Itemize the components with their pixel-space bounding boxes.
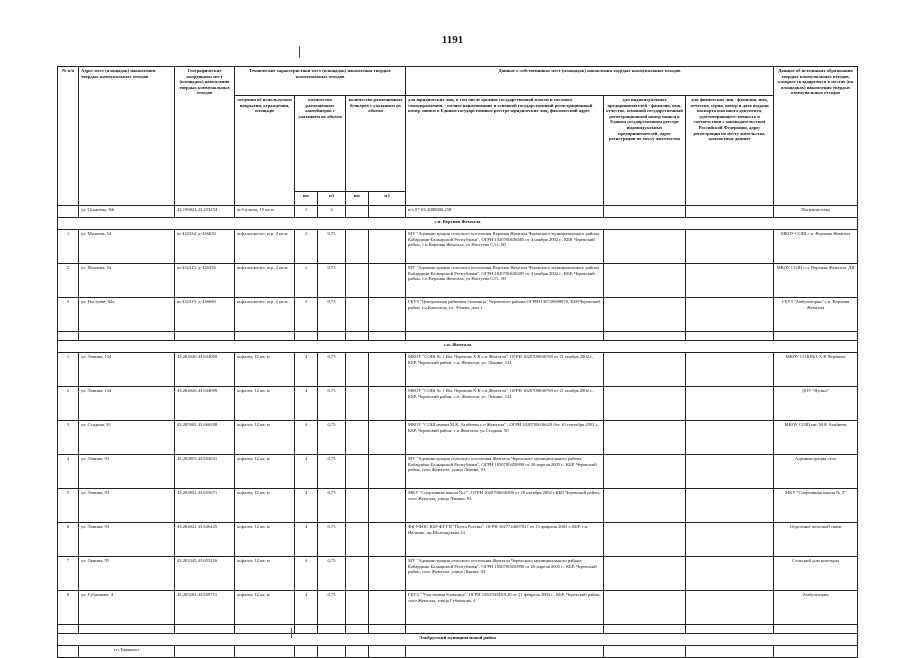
cell-owner-ip [604, 523, 686, 557]
empty-cell [318, 646, 346, 658]
empty-cell [175, 625, 235, 634]
cell-owner-person [686, 421, 774, 455]
cell-owner-legal: МКОУ "СОШ № 1 Им. Черекова Х.К.с.п.Жемтала", ОГРН 1020700636769 от 21 ноября 2002 г., КБР, Черекский район, с.п. Жемтала, ул. Ленина, 134 [406, 353, 604, 387]
cell-containers: 4 [295, 353, 318, 387]
cell-coords: 43.284022 43.626425 [175, 523, 235, 557]
cell-source: Погранзастава [774, 206, 858, 218]
cell-source: МКОУ СОШ им. М.К Атабиева [774, 421, 858, 455]
cell-number: 3 [58, 421, 79, 455]
cell-volume: 0,75 [318, 523, 346, 557]
empty-cell [58, 332, 79, 341]
cell-volume: 0,75 [318, 557, 346, 591]
registry-table [57, 66, 858, 658]
header-owner: Данные о собственниках мест (площадок) накопления твердых коммунальных отходов [406, 67, 774, 96]
empty-cell [369, 646, 406, 658]
header-owner-legal: для юридических лиц, в том числе органов государственной власти и местного самоуправления, - полное наименование и основной государственный регистрационный номер записи в Едином государственном реестре юридических лиц, фактический адрес [406, 96, 604, 206]
empty-cell [235, 625, 295, 634]
cell-owner-person [686, 455, 774, 489]
unit-sht-containers: шт [295, 192, 318, 206]
header-address: Адрес мест (площадок) накопления твердых коммунальных отходов [79, 67, 175, 206]
table-row [58, 353, 858, 387]
cell-owner-legal: ГБУЗ " Участковая больница". ОГРН 1030700450120 от 21 февраля 2003 г., КБР, Черекский район, село Жемтала, улица Губжокова, 4 [406, 591, 604, 625]
cell-source: Отделение почтовой связи [774, 523, 858, 557]
empty-cell [686, 332, 774, 341]
cell-owner-person [686, 298, 774, 332]
cell-surface: асфальт, 12 кв. м [235, 455, 295, 489]
empty-cell [774, 332, 858, 341]
cell-containers: 4 [295, 489, 318, 523]
cell-address: ул. Молаева, 54 [79, 230, 175, 264]
empty-cell [604, 646, 686, 658]
first-data-row [58, 206, 858, 218]
cell-owner-legal: МКОУ "СОШ № 1 Им. Черекова Х.К.с.п.Жемтала", ОГРН 1020700636769 от 21 ноября 2002 г., КБР, Черекский район, с.п. Жемтала, ул. Ленина, 134 [406, 387, 604, 421]
section-title: с.п. Жемтала [58, 341, 858, 353]
cell-bunkers-volume [369, 387, 406, 421]
cell-surface: асфальт,желез. огр. 2 кв.м [235, 264, 295, 298]
empty-cell [175, 646, 235, 658]
cell-volume: 3 [318, 206, 346, 218]
cell-coords: ш-432319, д-436680 [175, 298, 235, 332]
empty-row [58, 625, 858, 634]
cell-address: ул. Ленина, 93 [79, 523, 175, 557]
empty-cell [318, 332, 346, 341]
cell-owner-legal: ГБУЗ "Центральная районная больница" Черекского района,ОГРН1130720000870, КБР,Черекский район, г.п.Кашхатау, ул. Абаева, дом 1 [406, 298, 604, 332]
cell-source: Амбулатория [774, 591, 858, 625]
empty-cell [58, 625, 79, 634]
empty-cell [406, 332, 604, 341]
cell-owner-legal: МКОУ "СОШ имени М.К. Атабиева с.п Жемтала" , ОГРН 1020700636629 бот 10 сентября 2002 г., КБР, Черекский район, с.п.Жемтала, ул.Стадная, 50 [406, 421, 604, 455]
cell-source: МКОУ СОШ с.п. Верхняя Жемтала, ДК [774, 264, 858, 298]
cell-surface: асфальт, 12 кв. м [235, 489, 295, 523]
cell-owner-ip [604, 455, 686, 489]
cell-bunkers-count [346, 455, 369, 489]
cell-bunkers-volume [369, 353, 406, 387]
cell-containers: 4 [295, 421, 318, 455]
header-containers: количество размещенных контейнеров с указанием их объема [295, 96, 346, 192]
cell-containers: 2 [295, 230, 318, 264]
cell-source: МКОУ СОШ№1 Х.К Черекова [774, 353, 858, 387]
cell-coords: 43.283853 43.654631 [175, 455, 235, 489]
cell-number: 7 [58, 557, 79, 591]
cell-bunkers-count [346, 387, 369, 421]
cell-owner-person [686, 489, 774, 523]
cell-bunkers-count [346, 230, 369, 264]
cell-containers: 4 [295, 387, 318, 421]
cell-coords: 43.283345 43.655216 [175, 557, 235, 591]
cell-bunkers-volume [369, 455, 406, 489]
header-surface: сведения об используемом покрытии, ограждении, площади [235, 96, 295, 206]
table-row [58, 646, 858, 658]
empty-cell [295, 332, 318, 341]
cell-surface: асфальт, 12 кв. м [235, 387, 295, 421]
unit-m3-bunkers: м3 [369, 192, 406, 206]
cell-coords: 43.283852 43.655671 [175, 489, 235, 523]
cell-address: ул. Настуева, 82а [79, 298, 175, 332]
cell-volume: 0,75 [318, 230, 346, 264]
cell-number: 2 [58, 387, 79, 421]
cell-address: ул. Ленина, 93 [79, 455, 175, 489]
cell-address: ул. Ленина, 93 [79, 489, 175, 523]
cell-owner-legal: МКУ "Спортивная школа №2" , ОГРН 1020700636396 от 29 октября 2002 г.КБР, Черекский район, село Жемтала, улица Ленина, 93 [406, 489, 604, 523]
cell-address: г.п.Тырныауз [79, 646, 175, 658]
cell-surface: асфальт, 12 кв. м [235, 353, 295, 387]
cell-coords: 43.285902 43.666298 [175, 421, 235, 455]
cell-coords: ш-432334, д-436650 [175, 230, 235, 264]
cell-containers: 4 [295, 523, 318, 557]
empty-cell [79, 625, 175, 634]
unit-sht-bunkers: шт [346, 192, 369, 206]
empty-cell [295, 646, 318, 658]
header-num: № п/п [58, 67, 79, 206]
empty-cell [686, 625, 774, 634]
cell-address: ул. Ленина, 134 [79, 387, 175, 421]
cell-source: МКОУ СОШ с.п. Верхняя Жемтала [774, 230, 858, 264]
cell-coords: 43.284020 43.634009 [175, 353, 235, 387]
cell-owner-legal: в/ч 07-02-2000000.258 [406, 206, 604, 218]
cell-volume: 0,75 [318, 387, 346, 421]
cell-owner-ip [604, 387, 686, 421]
empty-cell [346, 332, 369, 341]
district-title: Эльбрусский муниципальный район [58, 634, 858, 646]
empty-cell [604, 332, 686, 341]
cell-owner-person [686, 353, 774, 387]
cell-address: ул. Ленина, 95 [79, 557, 175, 591]
cell-number: 3 [58, 298, 79, 332]
cell-bunkers-count [346, 298, 369, 332]
cell-containers: 1 [295, 298, 318, 332]
scan-mark [291, 628, 292, 638]
cell-address: ул. Осканова, 84г [79, 206, 175, 218]
cell-number: 1 [58, 230, 79, 264]
cell-volume: 0,75 [318, 591, 346, 625]
empty-cell [774, 646, 858, 658]
cell-containers: 4 [295, 455, 318, 489]
cell-surface: асфальт, 12 кв. м [235, 557, 295, 591]
cell-coords: 43.196824 43.253254 [175, 206, 235, 218]
cell-owner-legal: ФБ УФПС КБР ФГУП "Почта России", ОГРН 1027724007027 от 13 февраля 2003 г.,КБР, г.п. Нальчик, пр.Шогенцукова,14 [406, 523, 604, 557]
cell-volume: 0,75 [318, 455, 346, 489]
cell-volume: 0,75 [318, 298, 346, 332]
cell-owner-ip [604, 298, 686, 332]
cell-owner-legal: МУ "Администрация сельского поселения Верхняя Жемтала Черекского муниципального района Кабардино-Балкарской Республики", ОГРН 1020700636485 от 4 ноября 2002 г., КБР, Черекский район, с.п.Верхняя Жемтала, ул Настуева С.О., 80 [406, 264, 604, 298]
cell-number: 4 [58, 455, 79, 489]
cell-surface: асфальт, 12 кв. м [235, 591, 295, 625]
cell-address: ул. Губжокова, 4 [79, 591, 175, 625]
header-owner-ip: для индивидуальных предпринимателей - фамилия, имя, отчество, основной государственный регистрационный номер записи в Едином государственном реестре индивидуальных предпринимателей, адрес регистрации по месту жительства [604, 96, 686, 206]
cell-owner-ip [604, 421, 686, 455]
header-owner-person: для физических лиц - фамилия, имя, отчество, серия, номер и дата выдачи паспорта или иного документа, удостоверяющего личность в соответствии с законодательством Российской Федерации, адрес регистрации по месту жительства, контактные данные [686, 96, 774, 206]
empty-cell [235, 332, 295, 341]
cell-owner-person [686, 523, 774, 557]
table-row [58, 523, 858, 557]
cell-owner-ip [604, 591, 686, 625]
cell-containers: 1 [295, 264, 318, 298]
cell-surface: асфальт,желез. огр. 4 кв.м [235, 230, 295, 264]
cell-owner-person [686, 264, 774, 298]
cell-address: ул. Ленина, 134 [79, 353, 175, 387]
section-title: с.п. Верхняя Жемтала [58, 218, 858, 230]
cell-owner-ip [604, 353, 686, 387]
cell-owner-person [686, 230, 774, 264]
cell-bunkers-volume [369, 421, 406, 455]
cell-source: ГБУЗ "Амбулатория" с.п. Верхняя Жемтала [774, 298, 858, 332]
cell-containers: 4 [295, 591, 318, 625]
table-row [58, 387, 858, 421]
table-row [58, 298, 858, 332]
cell-bunkers-volume [369, 230, 406, 264]
table-row [58, 455, 858, 489]
cell-number [58, 646, 79, 658]
cell-owner-legal: МУ "Администрация сельского поселения Верхняя Жемтала Черекского муниципального района Кабардино-Балкарской Республики", ОГРН 1020700636485 от 4 ноября 2002 г., КБР, Черекский район, с.п.Верхняя Жемтала, ул Настуева С.О., 80 [406, 230, 604, 264]
empty-row [58, 332, 858, 341]
cell-number: 6 [58, 523, 79, 557]
header-coords: Географические координаты мест (площадок) накопления твердых коммунальных отходов [175, 67, 235, 206]
cell-source: Сельский дом культуры [774, 557, 858, 591]
cell-source: ДОУ "Нулшэ" [774, 387, 858, 421]
empty-cell [369, 332, 406, 341]
cell-volume: 0,75 [318, 489, 346, 523]
table-row [58, 230, 858, 264]
cell-coords: 43.284026 43.634009 [175, 387, 235, 421]
empty-cell [318, 625, 346, 634]
cell-number: 1 [58, 353, 79, 387]
header-row-1 [58, 67, 858, 96]
cell-bunkers-count [346, 557, 369, 591]
empty-cell [295, 625, 318, 634]
cell-source: МКУ "Спортивная школа № 2" [774, 489, 858, 523]
cell-owner-person [686, 387, 774, 421]
cell-surface: ж/б плиты, 15 кв.м [235, 206, 295, 218]
empty-cell [686, 646, 774, 658]
header-tech: Технические характеристики мест (площадок) накопления твердых коммунальных отходов [235, 67, 406, 96]
cell-bunkers-count [346, 353, 369, 387]
table-row [58, 591, 858, 625]
cell-volume: 0,75 [318, 421, 346, 455]
cell-bunkers-volume [369, 264, 406, 298]
cell-surface: асфальт,желез. огр. 2 кв.м [235, 298, 295, 332]
cell-owner-ip [604, 230, 686, 264]
cell-bunkers-count [346, 264, 369, 298]
table-row [58, 264, 858, 298]
cell-number: 2 [58, 264, 79, 298]
empty-cell [774, 625, 858, 634]
empty-cell [604, 625, 686, 634]
cell-owner-legal: МУ "Администрация сельского поселения Жемтала Черекского муниципального района Кабардино-Балкарской Республики", ОГРН 1050700450998 от 26 апреля 2005 г., КБР, Черекский район, село Жемтала, улица Ленина, 93 [406, 455, 604, 489]
cell-owner-ip [604, 264, 686, 298]
empty-cell [369, 625, 406, 634]
cell-bunkers-count [346, 421, 369, 455]
cell-bunkers-volume [369, 489, 406, 523]
header-bunkers: количество размещенных бункеров с указанием их объема [346, 96, 406, 192]
cell-containers: 4 [295, 557, 318, 591]
unit-m3-containers: м3 [318, 192, 346, 206]
cell-bunkers-count [346, 523, 369, 557]
cell-owner-person [686, 557, 774, 591]
cell-surface: асфальт, 12 кв. м [235, 421, 295, 455]
cell-bunkers-volume [369, 298, 406, 332]
cell-owner-ip [604, 557, 686, 591]
scan-mark [299, 46, 300, 58]
cell-bunkers-volume [369, 557, 406, 591]
cell-bunkers-count [346, 591, 369, 625]
section-row [58, 218, 858, 230]
cell-bunkers-volume [369, 523, 406, 557]
cell-address: ул. Стадная, 50 [79, 421, 175, 455]
table-row [58, 421, 858, 455]
empty-cell [175, 332, 235, 341]
cell-owner-legal: МУ "Администрация сельского поселения Жемтала Черекского муниципального района Кабардино-Балкарской Республики", ОГРН 1050700450998 от 26 апреля 2005 г., КБР, Черекский район, село Жемтала, улица Ленина, 93 [406, 557, 604, 591]
cell-coords: ш-432313, д-436356 [175, 264, 235, 298]
empty-cell [406, 625, 604, 634]
cell-bunkers-volume [369, 591, 406, 625]
cell-owner-person [686, 591, 774, 625]
empty-cell [346, 625, 369, 634]
cell-owner-ip [604, 489, 686, 523]
cell-surface: асфальт, 12 кв. м [235, 523, 295, 557]
empty-cell [235, 646, 295, 658]
cell-number: 5 [58, 489, 79, 523]
empty-cell [79, 332, 175, 341]
table-row [58, 489, 858, 523]
cell-bunkers-count [346, 489, 369, 523]
cell-containers: 1 [295, 206, 318, 218]
cell-source: Администрация села [774, 455, 858, 489]
header-sources: Данные об источниках образования твердых коммунальных отходов, которые складируются в местах (на площадках) накопления твердых коммунальных отходов [774, 67, 858, 206]
page-number: 1191 [441, 34, 464, 46]
empty-cell [346, 646, 369, 658]
cell-coords: 43.283294 43.659751 [175, 591, 235, 625]
cell-number: 8 [58, 591, 79, 625]
section-row [58, 341, 858, 353]
cell-volume: 0,75 [318, 353, 346, 387]
cell-volume: 0,75 [318, 264, 346, 298]
cell-address: ул. Молаева, 54 [79, 264, 175, 298]
table-row [58, 557, 858, 591]
empty-cell [406, 646, 604, 658]
